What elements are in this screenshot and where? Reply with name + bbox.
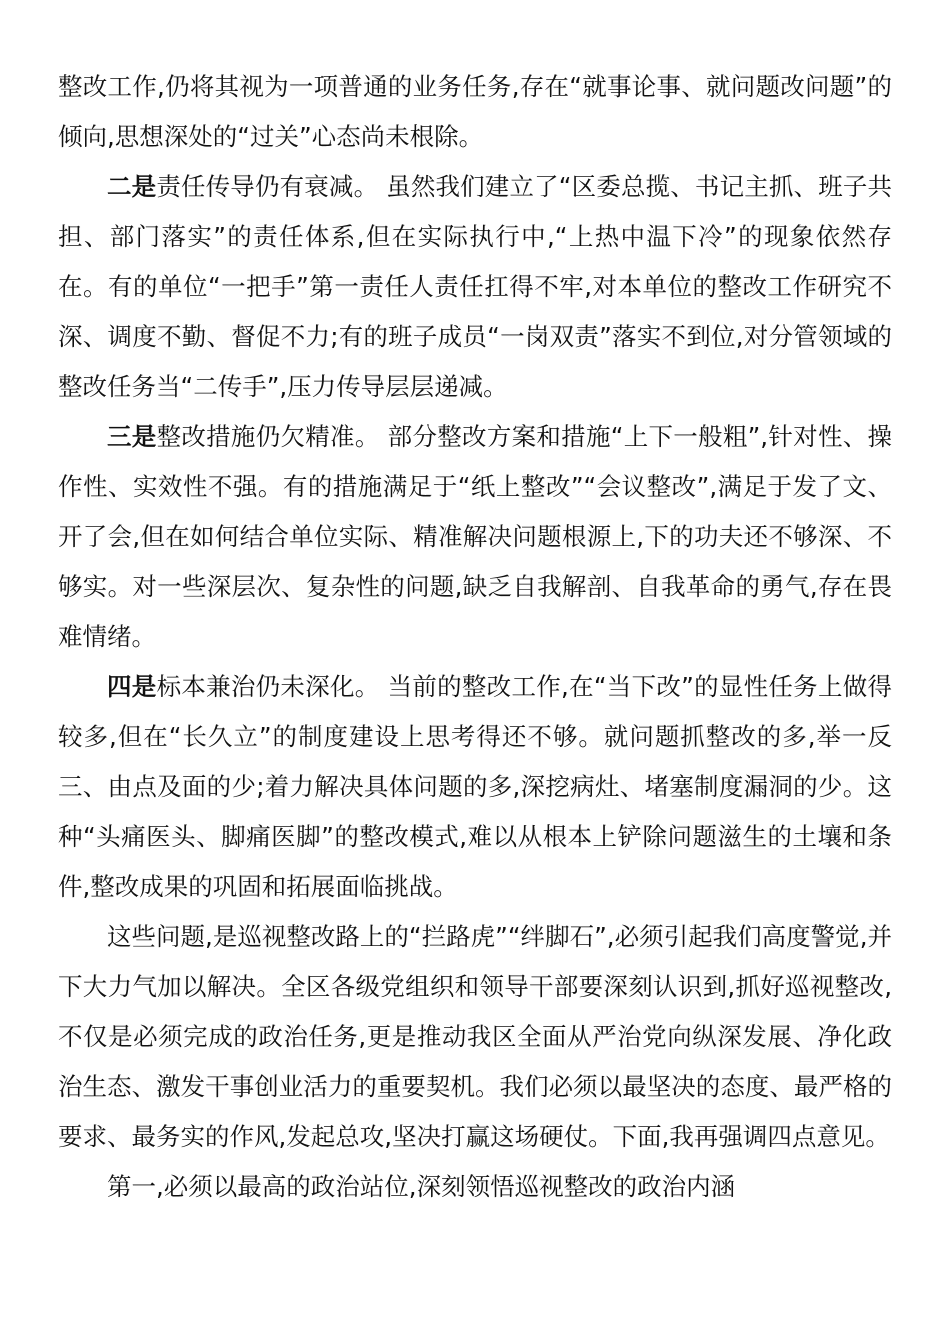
paragraph-text: 标本兼治仍未深化。 当前的整改工作,在“当下改”的显性任务上做得较多,但在“长久立”的制度建设上思考得还不够。就问题抓整改的多,举一反三、由点及面的少;着力解决具体问题的多,深挖病灶、堵塞制度漏洞的少。这种“头痛医头、脚痛医脚”的整改模式,难以从根本上铲除问题滋生的土壤和条件,整改成果的巩固和拓展面临挑战。 bbox=[58, 672, 893, 901]
paragraph-lead: 四是 bbox=[107, 672, 157, 701]
paragraph-point-two bbox=[58, 162, 892, 412]
paragraph-continuation bbox=[58, 62, 892, 162]
document-page bbox=[58, 62, 892, 1212]
section-heading-first bbox=[58, 1162, 892, 1212]
paragraph-text: 整改工作,仍将其视为一项普通的业务任务,存在“就事论事、就问题改问题”的倾向,思想深处的“过关”心态尚未根除。 bbox=[58, 72, 892, 151]
paragraph-summary bbox=[58, 912, 892, 1162]
paragraph-text: 整改措施仍欠精准。 部分整改方案和措施“上下一般粗”,针对性、操作性、实效性不强。有的措施满足于“纸上整改”“会议整改”,满足于发了文、开了会,但在如何结合单位实际、精准解决问题根源上,下的功夫还不够深、不够实。对一些深层次、复杂性的问题,缺乏自我解剖、自我革命的勇气,存在畏难情绪。 bbox=[58, 422, 893, 651]
paragraph-point-four bbox=[58, 662, 892, 912]
paragraph-lead: 二是 bbox=[107, 172, 157, 201]
paragraph-text: 第一,必须以最高的政治站位,深刻领悟巡视整改的政治内涵 bbox=[107, 1172, 736, 1201]
paragraph-lead: 三是 bbox=[107, 422, 157, 451]
paragraph-text: 责任传导仍有衰减。 虽然我们建立了“区委总揽、书记主抓、班子共担、部门落实”的责任体系,但在实际执行中,“上热中温下冷”的现象依然存在。有的单位“一把手”第一责任人责任扛得不牢,对本单位的整改工作研究不深、调度不勤、督促不力;有的班子成员“一岗双责”落实不到位,对分管领域的整改任务当“二传手”,压力传导层层递减。 bbox=[58, 172, 893, 401]
paragraph-text: 这些问题,是巡视整改路上的“拦路虎”“绊脚石”,必须引起我们高度警觉,并下大力气加以解决。全区各级党组织和领导干部要深刻认识到,抓好巡视整改,不仅是必须完成的政治任务,更是推动我区全面从严治党向纵深发展、净化政治生态、激发干事创业活力的重要契机。我们必须以最坚决的态度、最严格的要求、最务实的作风,发起总攻,坚决打赢这场硬仗。下面,我再强调四点意见。 bbox=[58, 922, 892, 1151]
paragraph-point-three bbox=[58, 412, 892, 662]
